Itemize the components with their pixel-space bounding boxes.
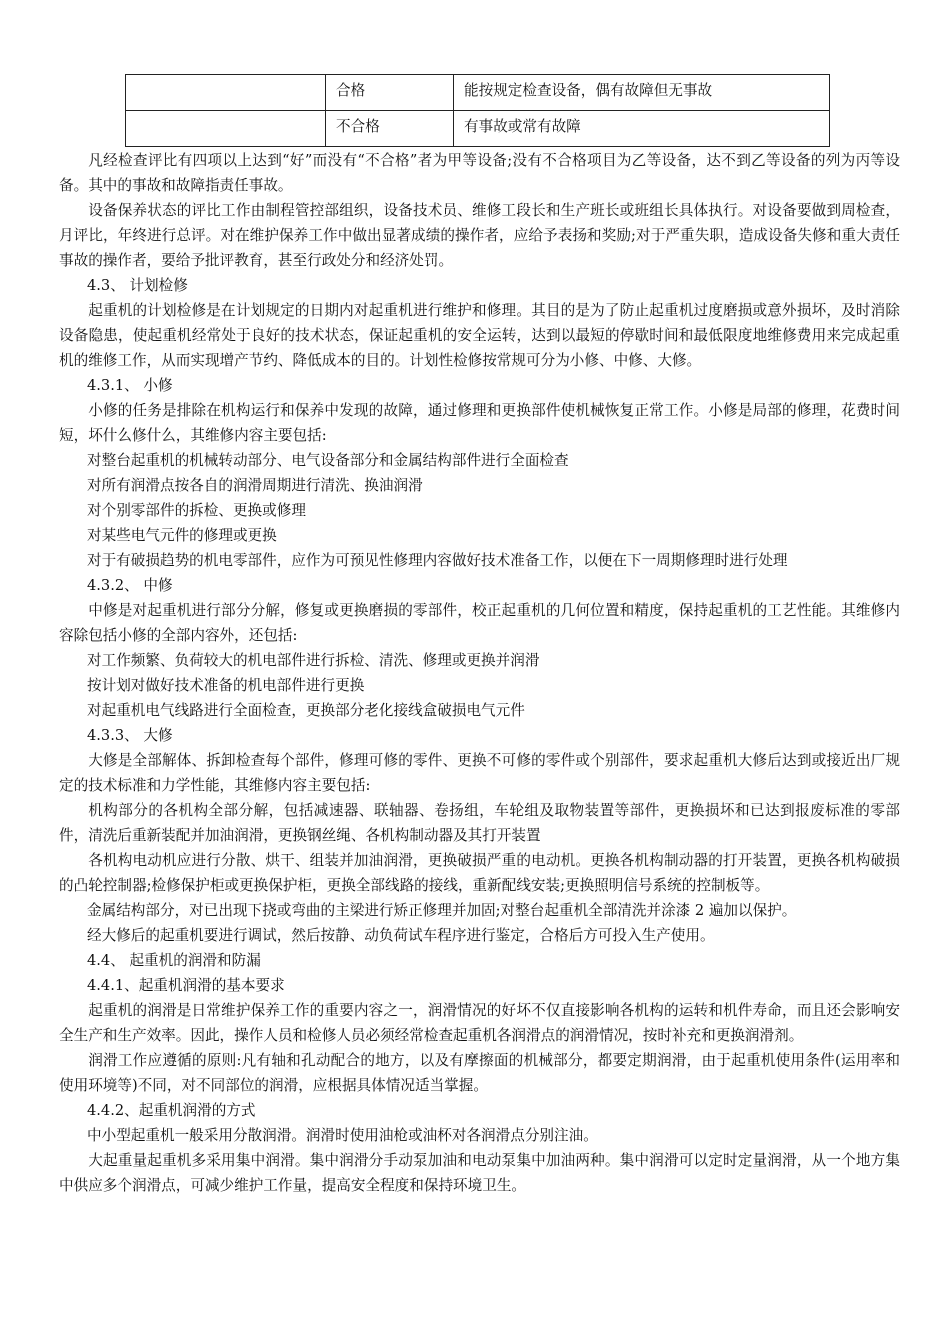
paragraph: 大起重量起重机多采用集中润滑。集中润滑分手动泵加油和电动泵集中加油两种。集中润滑可以定时定量润滑，从一个地方集中供应多个润滑点，可减少维护工作量，提高安全程度和保持环境卫生。 — [59, 1152, 900, 1194]
paragraph: 凡经检查评比有四项以上达到“好”而没有“不合格”者为甲等设备;没有不合格项目为乙等设备，达不到乙等设备的列为丙等设备。其中的事故和故障指责任事故。 — [59, 152, 900, 194]
table-cell-empty — [126, 111, 326, 147]
document-body — [59, 148, 900, 1198]
paragraph: 起重机的计划检修是在计划规定的日期内对起重机进行维护和修理。其目的是为了防止起重机过度磨损或意外损坏，及时消除设备隐患，使起重机经常处于良好的技术状态，保证起重机的安全运转，达到以最短的停歇时间和最低限度地维修费用来完成起重机的维修工作，从而实现增产节约、降低成本的目的。计划性检修按常规可分为小修、中修、大修。 — [59, 302, 900, 369]
section-heading: 4.4.1、起重机润滑的基本要求 — [87, 977, 285, 994]
section-heading: 4.4.2、起重机润滑的方式 — [87, 1102, 256, 1119]
table-row — [126, 111, 830, 147]
paragraph: 对于有破损趋势的机电零部件，应作为可预见性修理内容做好技术准备工作，以便在下一周期修理时进行处理 — [87, 552, 788, 569]
paragraph: 对个别零部件的拆检、更换或修理 — [87, 502, 306, 519]
paragraph: 中小型起重机一般采用分散润滑。润滑时使用油枪或油杯对各润滑点分别注油。 — [87, 1127, 598, 1144]
paragraph: 起重机的润滑是日常维护保养工作的重要内容之一，润滑情况的好坏不仅直接影响各机构的运转和机件寿命，而且还会影响安全生产和生产效率。因此，操作人员和检修人员必须经常检查起重机各润滑点的润滑情况，按时补充和更换润滑剂。 — [59, 1002, 900, 1044]
paragraph: 对起重机电气线路进行全面检查，更换部分老化接线盒破损电气元件 — [87, 702, 525, 719]
table-cell-desc: 有事故或常有故障 — [454, 111, 830, 147]
paragraph: 金属结构部分，对已出现下挠或弯曲的主梁进行矫正修理并加固;对整台起重机全部清洗并涂漆 2 遍加以保护。 — [87, 902, 797, 919]
paragraph: 对整台起重机的机械转动部分、电气设备部分和金属结构部件进行全面检查 — [87, 452, 569, 469]
section-heading: 4.3、 计划检修 — [87, 277, 188, 294]
paragraph: 小修的任务是排除在机构运行和保养中发现的故障，通过修理和更换部件使机械恢复正常工作。小修是局部的修理，花费时间短，坏什么修什么，其维修内容主要包括: — [59, 402, 900, 444]
paragraph: 对所有润滑点按各自的润滑周期进行清洗、换油润滑 — [87, 477, 423, 494]
table-cell-grade: 不合格 — [326, 111, 454, 147]
paragraph: 润滑工作应遵循的原则:凡有轴和孔动配合的地方，以及有摩擦面的机械部分，都要定期润滑，由于起重机使用条件(运用率和使用环境等)不同，对不同部位的润滑，应根据具体情况适当掌握。 — [59, 1052, 900, 1094]
paragraph: 对某些电气元件的修理或更换 — [87, 527, 277, 544]
paragraph: 机构部分的各机构全部分解，包括减速器、联轴器、卷扬组，车轮组及取物装置等部件，更换损坏和已达到报废标准的零部件，清洗后重新装配并加油润滑，更换钢丝绳、各机构制动器及其打开装置 — [59, 802, 900, 844]
table-row — [126, 75, 830, 111]
paragraph: 各机构电动机应进行分散、烘干、组装并加油润滑，更换破损严重的电动机。更换各机构制动器的打开装置，更换各机构破损的凸轮控制器;检修保护柜或更换保护柜，更换全部线路的接线，重新配线安装;更换照明信号系统的控制板等。 — [59, 852, 900, 894]
grade-table — [125, 74, 830, 147]
section-heading: 4.3.1、 小修 — [87, 377, 173, 394]
section-heading: 4.3.3、 大修 — [87, 727, 173, 744]
paragraph: 大修是全部解体、拆卸检查每个部件，修理可修的零件、更换不可修的零件或个别部件，要求起重机大修后达到或接近出厂规定的技术标准和力学性能，其维修内容主要包括: — [59, 752, 900, 794]
section-heading: 4.3.2、 中修 — [87, 577, 173, 594]
paragraph: 按计划对做好技术准备的机电部件进行更换 — [87, 677, 365, 694]
paragraph: 经大修后的起重机要进行调试，然后按静、动负荷试车程序进行鉴定，合格后方可投入生产使用。 — [87, 927, 715, 944]
table-cell-grade: 合格 — [326, 75, 454, 111]
paragraph: 对工作频繁、负荷较大的机电部件进行拆检、清洗、修理或更换并润滑 — [87, 652, 540, 669]
section-heading: 4.4、 起重机的润滑和防漏 — [87, 952, 261, 969]
paragraph: 中修是对起重机进行部分分解，修复或更换磨损的零部件，校正起重机的几何位置和精度，保持起重机的工艺性能。其维修内容除包括小修的全部内容外，还包括: — [59, 602, 900, 644]
table-cell-desc: 能按规定检查设备，偶有故障但无事故 — [454, 75, 830, 111]
table-cell-empty — [126, 75, 326, 111]
paragraph: 设备保养状态的评比工作由制程管控部组织，设备技术员、维修工段长和生产班长或班组长具体执行。对设备要做到周检查，月评比，年终进行总评。对在维护保养工作中做出显著成绩的操作者，应给予表扬和奖励;对于严重失职，造成设备失修和重大责任事故的操作者，要给予批评教育，甚至行政处分和经济处罚。 — [59, 202, 900, 269]
